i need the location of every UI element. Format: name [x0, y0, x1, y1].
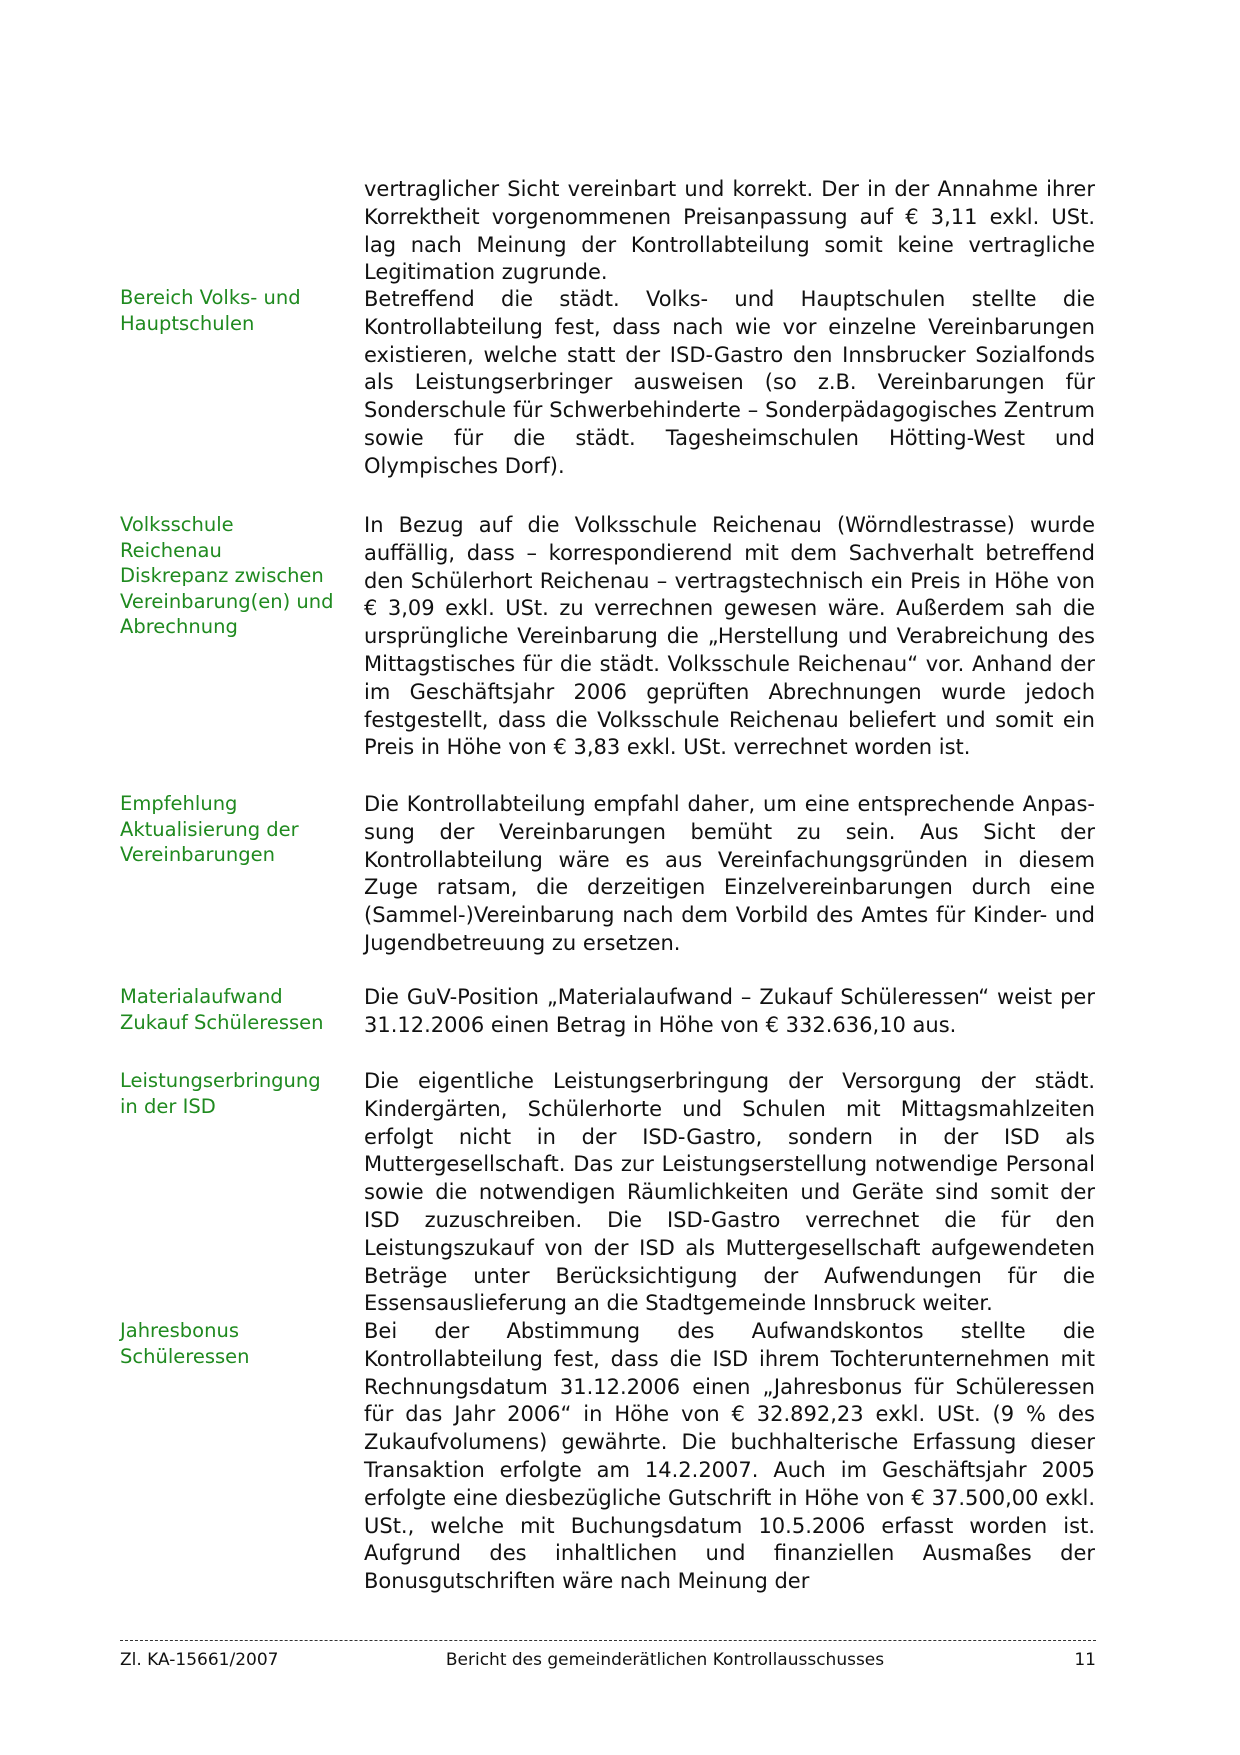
footer-page-number: 11	[1074, 1650, 1096, 1670]
footer-title: Bericht des gemeinderätlichen Kontrollausschusses	[445, 1650, 885, 1670]
intro-block	[364, 176, 1095, 287]
paragraph-volks-hauptschulen: Betreffend die städt. Volks- und Hauptschulen stellte die Kontrollabteilung fest, dass nach wie vor einzelne Vereinbarungen existieren, welche statt der ISD-Gastro den Innsbrucker Sozialfonds als Leistungserbringer ausweisen (so z.B. Vereinbarungen für Sonderschule für Schwerbehinderte – Sonderpädagogisches Zentrum sowie für die städt. Tagesheimschulen Hötting-West und Olympisches Dorf).	[364, 287, 1095, 478]
paragraph-leistungserbringung: Die eigentliche Leistungserbringung der Versorgung der städt. Kindergärten, Schülerhorte und Schulen mit Mittagsmahlzeiten erfolgt nicht in der ISD-Gastro, sondern in der ISD als Muttergesellschaft. Das zur Leistungserstellung notwendige Personal sowie die notwendigen Räumlichkeiten und Geräte sind somit der ISD zuzuschreiben. Die ISD-Gastro verrechnet die für den Leistungszukauf von der ISD als Muttergesellschaft aufgewendeten Beträge unter Berücksichtigung der Aufwendungen für die Essensauslieferung an die Stadtgemeinde Innsbruck weiter.	[364, 1069, 1095, 1316]
paragraph-materialaufwand: Die GuV-Position „Materialaufwand – Zukauf Schüleressen“ weist per 31.12.2006 einen Betrag in Höhe von € 332.636,10 aus.	[364, 985, 1095, 1037]
footer-divider	[120, 1640, 1096, 1641]
sidenote-materialaufwand: Materialaufwand Zukauf Schüleressen	[120, 985, 324, 1034]
paragraph-volksschule-reichenau: In Bezug auf die Volksschule Reichenau (Wörndlestrasse) wurde auffällig, dass – korrespondierend mit dem Sachverhalt betreffend den Schülerhort Reichenau – vertragstechnisch ein Preis in Höhe von € 3,09 exkl. USt. zu verrechnen gewesen wäre. Außerdem sah die ursprüngliche Vereinbarung die „Herstellung und Verabreichung des Mittagstisches für die städt. Volksschule Reichenau“ vor. Anhand der im Geschäftsjahr 2006 geprüften Abrechnungen wurde jedoch festgestellt, dass die Volksschule Reichenau beliefert und somit ein Preis in Höhe von € 3,83 exkl. USt. verrechnet worden ist.	[364, 513, 1095, 760]
sidenote-volksschule-reichenau: Volksschule Reichenau Diskrepanz zwischen Vereinbarung(en) und Abrechnung	[120, 513, 334, 638]
paragraph-empfehlung: Die Kontrollabteilung empfahl daher, um eine entsprechende Anpassung der Vereinbarungen bemüht zu sein. Aus Sicht der Kontrollabteilung wäre es aus Vereinfachungsgründen in diesem Zuge ratsam, die derzeitigen Einzelvereinbarungen durch eine (Sammel-)Vereinbarung nach dem Vorbild des Amtes für Kinder- und Jugendbetreuung zu ersetzen.	[364, 792, 1095, 955]
sidenote-jahresbonus: Jahresbonus Schüleressen	[120, 1319, 250, 1368]
paragraph-jahresbonus: Bei der Abstimmung des Aufwandskontos stellte die Kontrollabteilung fest, dass die ISD ihrem Tochterunternehmen mit Rechnungsdatum 31.12.2006 einen „Jahresbonus für Schüleressen für das Jahr 2006“ in Höhe von € 32.892,23 exkl. USt. (9 % des Zukaufvolumens) gewährte. Die buchhalterische Erfassung dieser Transaktion erfolgte am 14.2.2007. Auch im Geschäftsjahr 2005 erfolgte eine diesbezügliche Gutschrift in Höhe von € 37.500,00 exkl. USt., welche mit Buchungsdatum 10.5.2006 erfasst worden ist. Aufgrund des inhaltlichen und finanziellen Ausmaßes der Bonusgutschriften wäre nach Meinung der	[364, 1319, 1095, 1594]
sidenote-volks-hauptschulen: Bereich Volks- und Hauptschulen	[120, 286, 301, 335]
sidenote-empfehlung: Empfehlung Aktualisierung der Vereinbarungen	[120, 792, 299, 866]
footer-reference: Zl. KA-15661/2007	[120, 1650, 279, 1670]
intro-paragraph: vertraglicher Sicht vereinbart und korrekt. Der in der Annahme ihrer Korrektheit vorgenommenen Preisanpassung auf € 3,11 exkl. USt. lag nach Meinung der Kontrollabteilung somit keine vertragliche Legitimation zugrunde.	[364, 177, 1095, 285]
sidenote-leistungserbringung: Leistungserbringung in der ISD	[120, 1069, 321, 1118]
